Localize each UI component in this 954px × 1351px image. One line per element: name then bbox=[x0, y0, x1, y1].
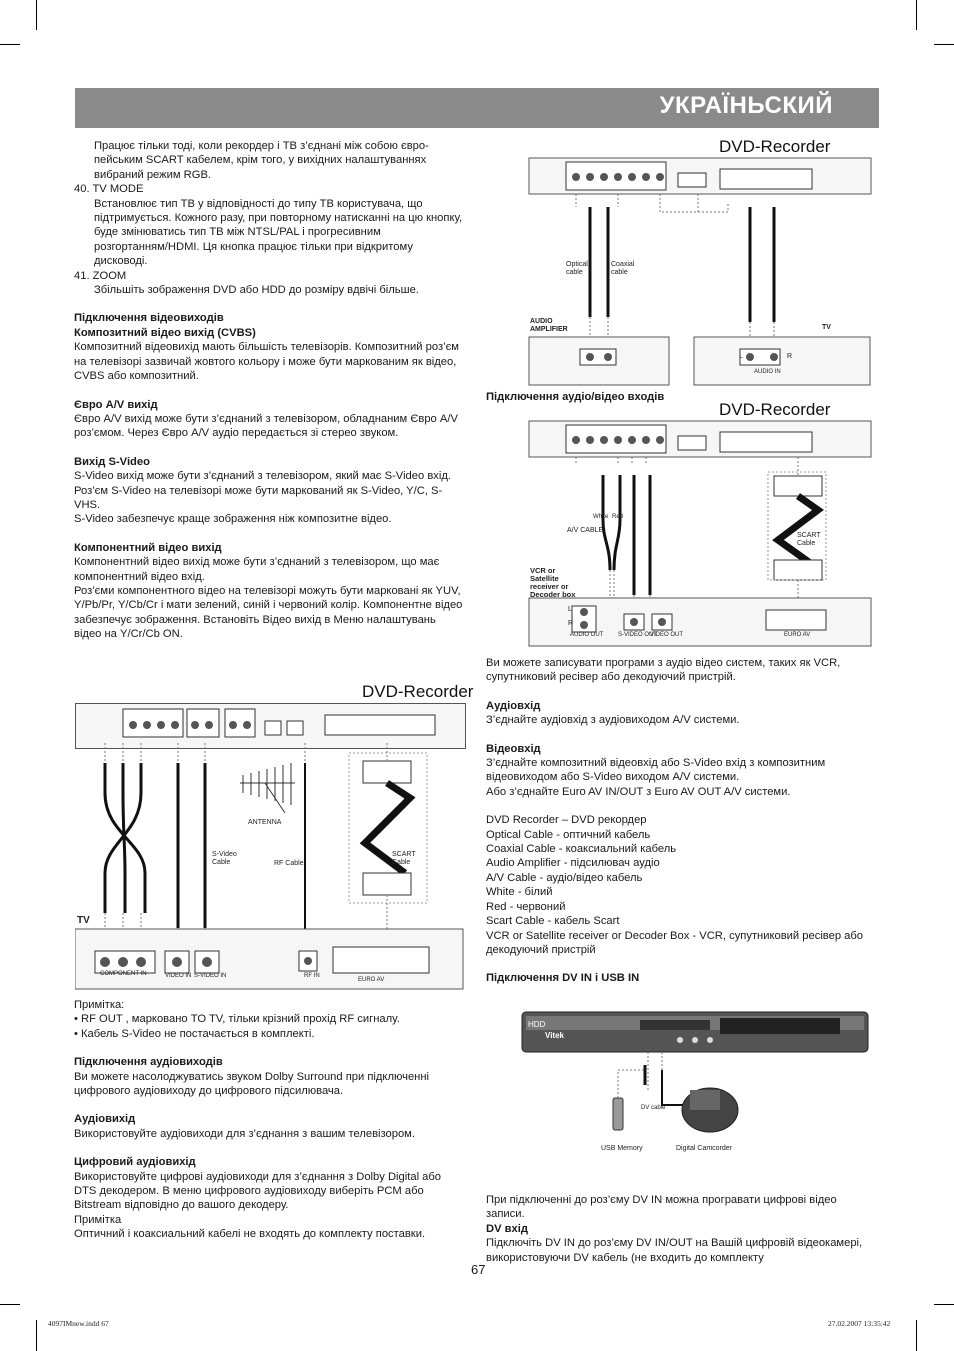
crop-mark bbox=[934, 44, 954, 45]
audio-out-text: Ви можете насолоджуватись звуком Dolby Surround при підключенні цифрового аудіовиходу до цифрового підсилювача. bbox=[74, 1070, 430, 1098]
left-column-top bbox=[74, 139, 466, 642]
video-out-heading: Підключення відеовиходів bbox=[74, 312, 224, 325]
item-40-body: Встановлює тип ТВ у відповідності до типу ТВ користувача, що підтримується. Кожного разу, при повторному натисканні на цю кнопку, буде змінюватись тип ТВ між NTSL/PAL і прогресивним розгортанням/HDMI. Ця кнопка працює тільки при відкритому дисководі. bbox=[94, 197, 463, 268]
cvbs-text: Композитний відеовихід мають більшість телевізорів. Композитний роз’єм на телевізорі зазвичай жовтого кольору і може бути маркованим як відео, CVBS або композитний. bbox=[74, 341, 459, 383]
r-label-audio: R bbox=[787, 353, 793, 360]
item-41-body: Збільшіть зображення DVD або HDD до розміру вдвічі більше. bbox=[94, 284, 419, 297]
glossary-item: Optical Cable - оптичний кабель bbox=[486, 828, 651, 841]
audio-in-text: З’єднайте аудіовхід з аудіовиходом A/V системи. bbox=[486, 714, 740, 727]
audio-amplifier-label: AUDIO AMPLIFIER bbox=[530, 318, 568, 333]
glossary-item: VCR or Satellite receiver or Decoder Box - VCR, супутниковий ресівер або декодуючий пристрій bbox=[486, 929, 864, 956]
euro-av-label-right: EURO AV bbox=[784, 632, 811, 638]
header-title: УКРАЇНЬСКИЙ bbox=[659, 92, 833, 119]
crop-mark bbox=[0, 44, 20, 45]
component-heading: Компонентний відео вихід bbox=[74, 541, 222, 554]
svideo-text-3: S-Video забезпечує краще зображення ніж композитне відео. bbox=[74, 513, 392, 526]
digital-heading: Цифровий аудіовихід bbox=[74, 1156, 196, 1169]
rf-in-label: RF IN bbox=[304, 973, 320, 979]
tv-label-left: TV bbox=[77, 915, 90, 926]
svideo-out-label: S-VIDEO OUT bbox=[618, 632, 658, 638]
item-40-title: 40. TV MODE bbox=[74, 183, 144, 196]
hdd-label: HDD bbox=[528, 1020, 546, 1029]
video-in-text-1: З’єднайте композитний відеовхід або S-Video вхід з композитним відеовиходом або S-Video виходом A/V системи. bbox=[486, 757, 826, 784]
glossary-item: DVD Recorder – DVD рекордер bbox=[486, 814, 647, 827]
svideo-cable-label: S-Video Cable bbox=[212, 851, 237, 866]
video-connection-diagram bbox=[75, 703, 465, 993]
av-heading: Підключення аудіо/відео входів bbox=[486, 391, 665, 403]
crop-mark bbox=[916, 1320, 917, 1351]
white-label: White bbox=[593, 514, 609, 520]
cvbs-heading: Композитний відео вихід (CVBS) bbox=[74, 326, 256, 339]
diagram-title-av: DVD-Recorder bbox=[719, 400, 831, 419]
euro-text: Євро A/V вихід може бути з’єднаний з телевізором, обладнаним Євро A/V роз’ємом. Через Євро A/V аудіо передається зі стерео звуком. bbox=[74, 412, 458, 440]
glossary-item: Coaxial Cable - коаксиальний кабель bbox=[486, 843, 677, 856]
dv-in-heading: DV вхід bbox=[486, 1222, 528, 1235]
footer-date: 27.02.2007 13:35:42 bbox=[828, 1319, 891, 1328]
tv-label-audio: TV bbox=[822, 324, 831, 331]
dv-text-block bbox=[486, 1193, 878, 1265]
l-label-av: L bbox=[568, 606, 572, 613]
euro-av-label-left: EURO AV bbox=[358, 977, 385, 983]
glossary-item: Audio Amplifier - підсилювач аудіо bbox=[486, 857, 660, 870]
component-in-label: COMPONENT IN bbox=[100, 971, 147, 977]
glossary-item: White - білий bbox=[486, 886, 553, 899]
camcorder-label: Digital Camcorder bbox=[676, 1145, 733, 1152]
dv-heading: Підключення DV IN і USB IN bbox=[486, 972, 640, 985]
coaxial-cable-label: Coaxial cable bbox=[611, 261, 635, 276]
crop-mark bbox=[36, 0, 37, 30]
digital-note: Примітка bbox=[74, 1213, 122, 1226]
crop-mark bbox=[916, 0, 917, 30]
av-text: Ви можете записувати програми з аудіо відео систем, таких як VCR, супутниковий ресівер або декодуючий пристрій. bbox=[486, 657, 841, 684]
left-column-bottom bbox=[74, 998, 466, 1242]
audio-text: Використовуйте аудіовиходи для з’єднання з вашим телевізором. bbox=[74, 1127, 415, 1140]
audio-in-label: AUDIO IN bbox=[754, 369, 781, 375]
intro-text: Працює тільки тоді, коли рекордер і ТВ з’єднані між собою євро-пейським SCART кабелем, крім того, у вихідних налаштуваннях вибраний режим RGB. bbox=[94, 140, 429, 181]
red-label: Red bbox=[612, 514, 624, 520]
note-1: • RF OUT , марковано TO TV, тільки крізний прохід RF сигналу. bbox=[74, 1013, 400, 1026]
note-title: Примітка: bbox=[74, 999, 125, 1011]
av-cable-label: A/V CABLE bbox=[567, 527, 604, 534]
euro-heading: Євро A/V вихід bbox=[74, 398, 158, 411]
svideo-text-1: S-Video вихід може бути з’єднаний з телевізором, який має S-Video вхід. bbox=[74, 470, 451, 483]
diagram-title-left: DVD-Recorder bbox=[362, 682, 474, 701]
rf-cable-label: RF Cable bbox=[274, 860, 304, 867]
component-text-2: Роз’єми компонентного відео на телевізорі можуть бути марковані як YUV, Y/Pb/Pr, Y/Cb/Cr і мати зелений, синій і червоний колір. Компонентне відео забезпечує зображення. Встановіть Відео вихід в Меню налаштувань відео на Y/Cr/Cb ON. bbox=[74, 584, 463, 641]
footer-file: 4097IMnew.indd 67 bbox=[48, 1319, 109, 1328]
note-2: • Кабель S-Video не постачається в комплекті. bbox=[74, 1027, 315, 1040]
dv-in-text: Підключіть DV IN до роз’єму DV IN/OUT на Вашій цифровій відеокамері, використовуючи DV кабель (не входить до комплекту bbox=[486, 1237, 863, 1264]
crop-mark bbox=[0, 1304, 20, 1305]
glossary-item: Red - червоний bbox=[486, 900, 566, 913]
audio-in-heading: Аудіовхід bbox=[486, 699, 541, 712]
crop-mark bbox=[36, 1320, 37, 1351]
brand-label: Vitek bbox=[545, 1031, 564, 1040]
dv-usb-diagram bbox=[520, 1010, 872, 1150]
item-41-title: 41. ZOOM bbox=[74, 269, 127, 282]
glossary-item: Scart Cable - кабель Scart bbox=[486, 915, 620, 928]
antenna-label: ANTENNA bbox=[248, 819, 282, 826]
optical-cable-label: Optical cable bbox=[566, 261, 588, 276]
svideo-text-2: Роз’єм S-Video на телевізорі може бути маркований як S-Video, Y/C, S-VHS. bbox=[74, 484, 443, 511]
l-label-audio: L bbox=[739, 353, 743, 360]
digital-text: Використовуйте цифрові аудіовиходи для з’єднання з Dolby Digital або DTS декодером. В меню цифрового аудіовиходу виберіть PCM або Bitstream відповідно до вашого декодеру. bbox=[74, 1170, 442, 1212]
dv-cable-label: DV cable bbox=[641, 1105, 666, 1111]
diagram-title-audio: DVD-Recorder bbox=[719, 137, 831, 156]
digital-note-text: Оптичний і коаксиальний кабелі не входять до комплекту поставки. bbox=[74, 1228, 426, 1241]
right-column-text bbox=[486, 656, 878, 986]
component-text-1: Компонентний відео вихід може бути з’єднаний з телевізором, що має компонентний відео вхід. bbox=[74, 556, 440, 583]
video-in-label: VIDEO IN bbox=[165, 973, 192, 979]
audio-out-heading: Підключення аудіовиходів bbox=[74, 1056, 223, 1069]
video-in-text-2: Або з’єднайте Euro AV IN/OUT з Euro AV OUT A/V системи. bbox=[486, 785, 791, 798]
language-header bbox=[75, 88, 879, 128]
page-number: 67 bbox=[471, 1262, 486, 1277]
dv-text: При підключенні до роз’єму DV IN можна програвати цифрові відео записи. bbox=[486, 1194, 837, 1221]
video-in-heading: Відеовхід bbox=[486, 742, 541, 755]
vcr-box-label: VCR or Satellite receiver or Decoder box bbox=[530, 566, 576, 599]
glossary-item: A/V Cable - аудіо/відео кабель bbox=[486, 871, 643, 884]
audio-out-label: AUDIO OUT bbox=[570, 632, 604, 638]
scart-cable-label: SCART Cable bbox=[392, 851, 416, 866]
usb-memory-label: USB Memory bbox=[601, 1145, 643, 1152]
scart-cable-label-right: SCART Cable bbox=[797, 532, 821, 547]
svideo-in-label: S-VIDEO IN bbox=[194, 973, 227, 979]
svideo-heading: Вихід S-Video bbox=[74, 455, 150, 468]
r-label-av: R bbox=[568, 620, 574, 627]
video-out-label: VIDEO OUT bbox=[650, 632, 684, 638]
crop-mark bbox=[934, 1304, 954, 1305]
audio-heading: Аудіовихід bbox=[74, 1113, 136, 1126]
